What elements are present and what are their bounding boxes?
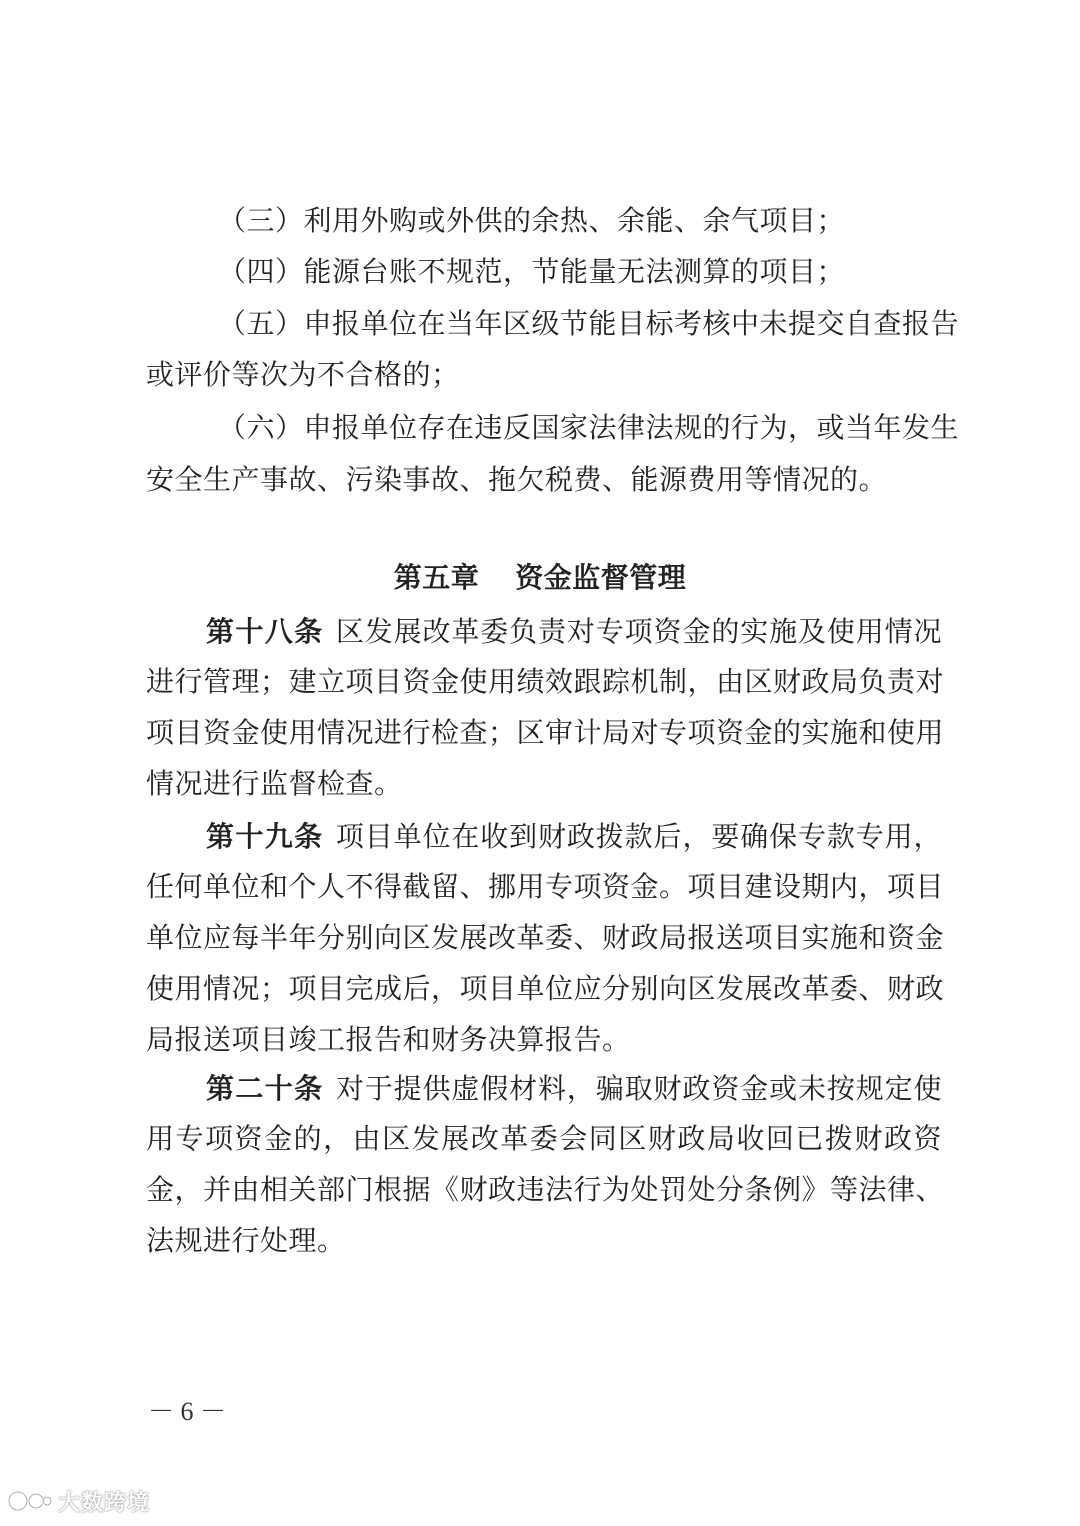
article-20-label: 第二十条: [206, 1072, 324, 1105]
article-18-text-1: 区发展改革委负责对专项资金的实施及使用情况: [335, 615, 942, 648]
article-18-line-4: 情况进行监督检查。: [146, 767, 403, 800]
article-18-label: 第十八条: [206, 615, 324, 648]
article-20-line-2: 用专项资金的，由区发展改革委会同区财政局收回已拨财政资: [146, 1122, 942, 1155]
article-20-line-1: [206, 1071, 942, 1107]
article-19-line-5: 局报送项目竣工报告和财务决算报告。: [146, 1023, 631, 1056]
item-6-line-1: （六）申报单位存在违反国家法律法规的行为，或当年发生: [218, 411, 960, 444]
article-19-line-1: [206, 819, 942, 855]
item-3: （三）利用外购或外供的余热、余能、余气项目；: [218, 204, 846, 237]
article-19-line-3: 单位应每半年分别向区发展改革委、财政局报送项目实施和资金: [146, 921, 945, 954]
article-19-label: 第十九条: [206, 820, 324, 853]
item-4: （四）能源台账不规范，节能量无法测算的项目；: [218, 255, 846, 288]
article-20-text-1: 对于提供虚假材料，骗取财政资金或未按规定使: [335, 1072, 942, 1105]
item-6-line-2: 安全生产事故、污染事故、拖欠税费、能源费用等情况的。: [146, 463, 888, 496]
watermark-logo-icon: [6, 1488, 52, 1514]
article-18-line-2: 进行管理；建立项目资金使用绩效跟踪机制，由区财政局负责对: [146, 665, 945, 698]
item-5-line-2: 或评价等次为不合格的；: [146, 358, 460, 391]
chapter-title: 资金监督管理: [515, 561, 687, 594]
article-19-line-4: 使用情况；项目完成后，项目单位应分别向区发展改革委、财政: [146, 972, 945, 1005]
chapter-heading: [0, 560, 1080, 596]
article-18-line-1: [206, 614, 942, 650]
watermark-text: 大数跨境: [58, 1490, 151, 1516]
article-19-text-1: 项目单位在收到财政拨款后，要确保专款专用，: [335, 820, 942, 853]
page-number: － 6 －: [148, 1397, 227, 1426]
article-20-line-4: 法规进行处理。: [146, 1224, 346, 1257]
article-19-line-2: 任何单位和个人不得截留、挪用专项资金。项目建设期内，项目: [146, 870, 945, 903]
watermark: [6, 1486, 150, 1516]
article-20-line-3: 金，并由相关部门根据《财政违法行为处罚处分条例》等法律、: [146, 1173, 945, 1206]
article-18-line-3: 项目资金使用情况进行检查；区审计局对专项资金的实施和使用: [146, 716, 945, 749]
chapter-number: 第五章: [393, 561, 480, 594]
item-5-line-1: （五）申报单位在当年区级节能目标考核中未提交自查报告: [218, 307, 960, 340]
